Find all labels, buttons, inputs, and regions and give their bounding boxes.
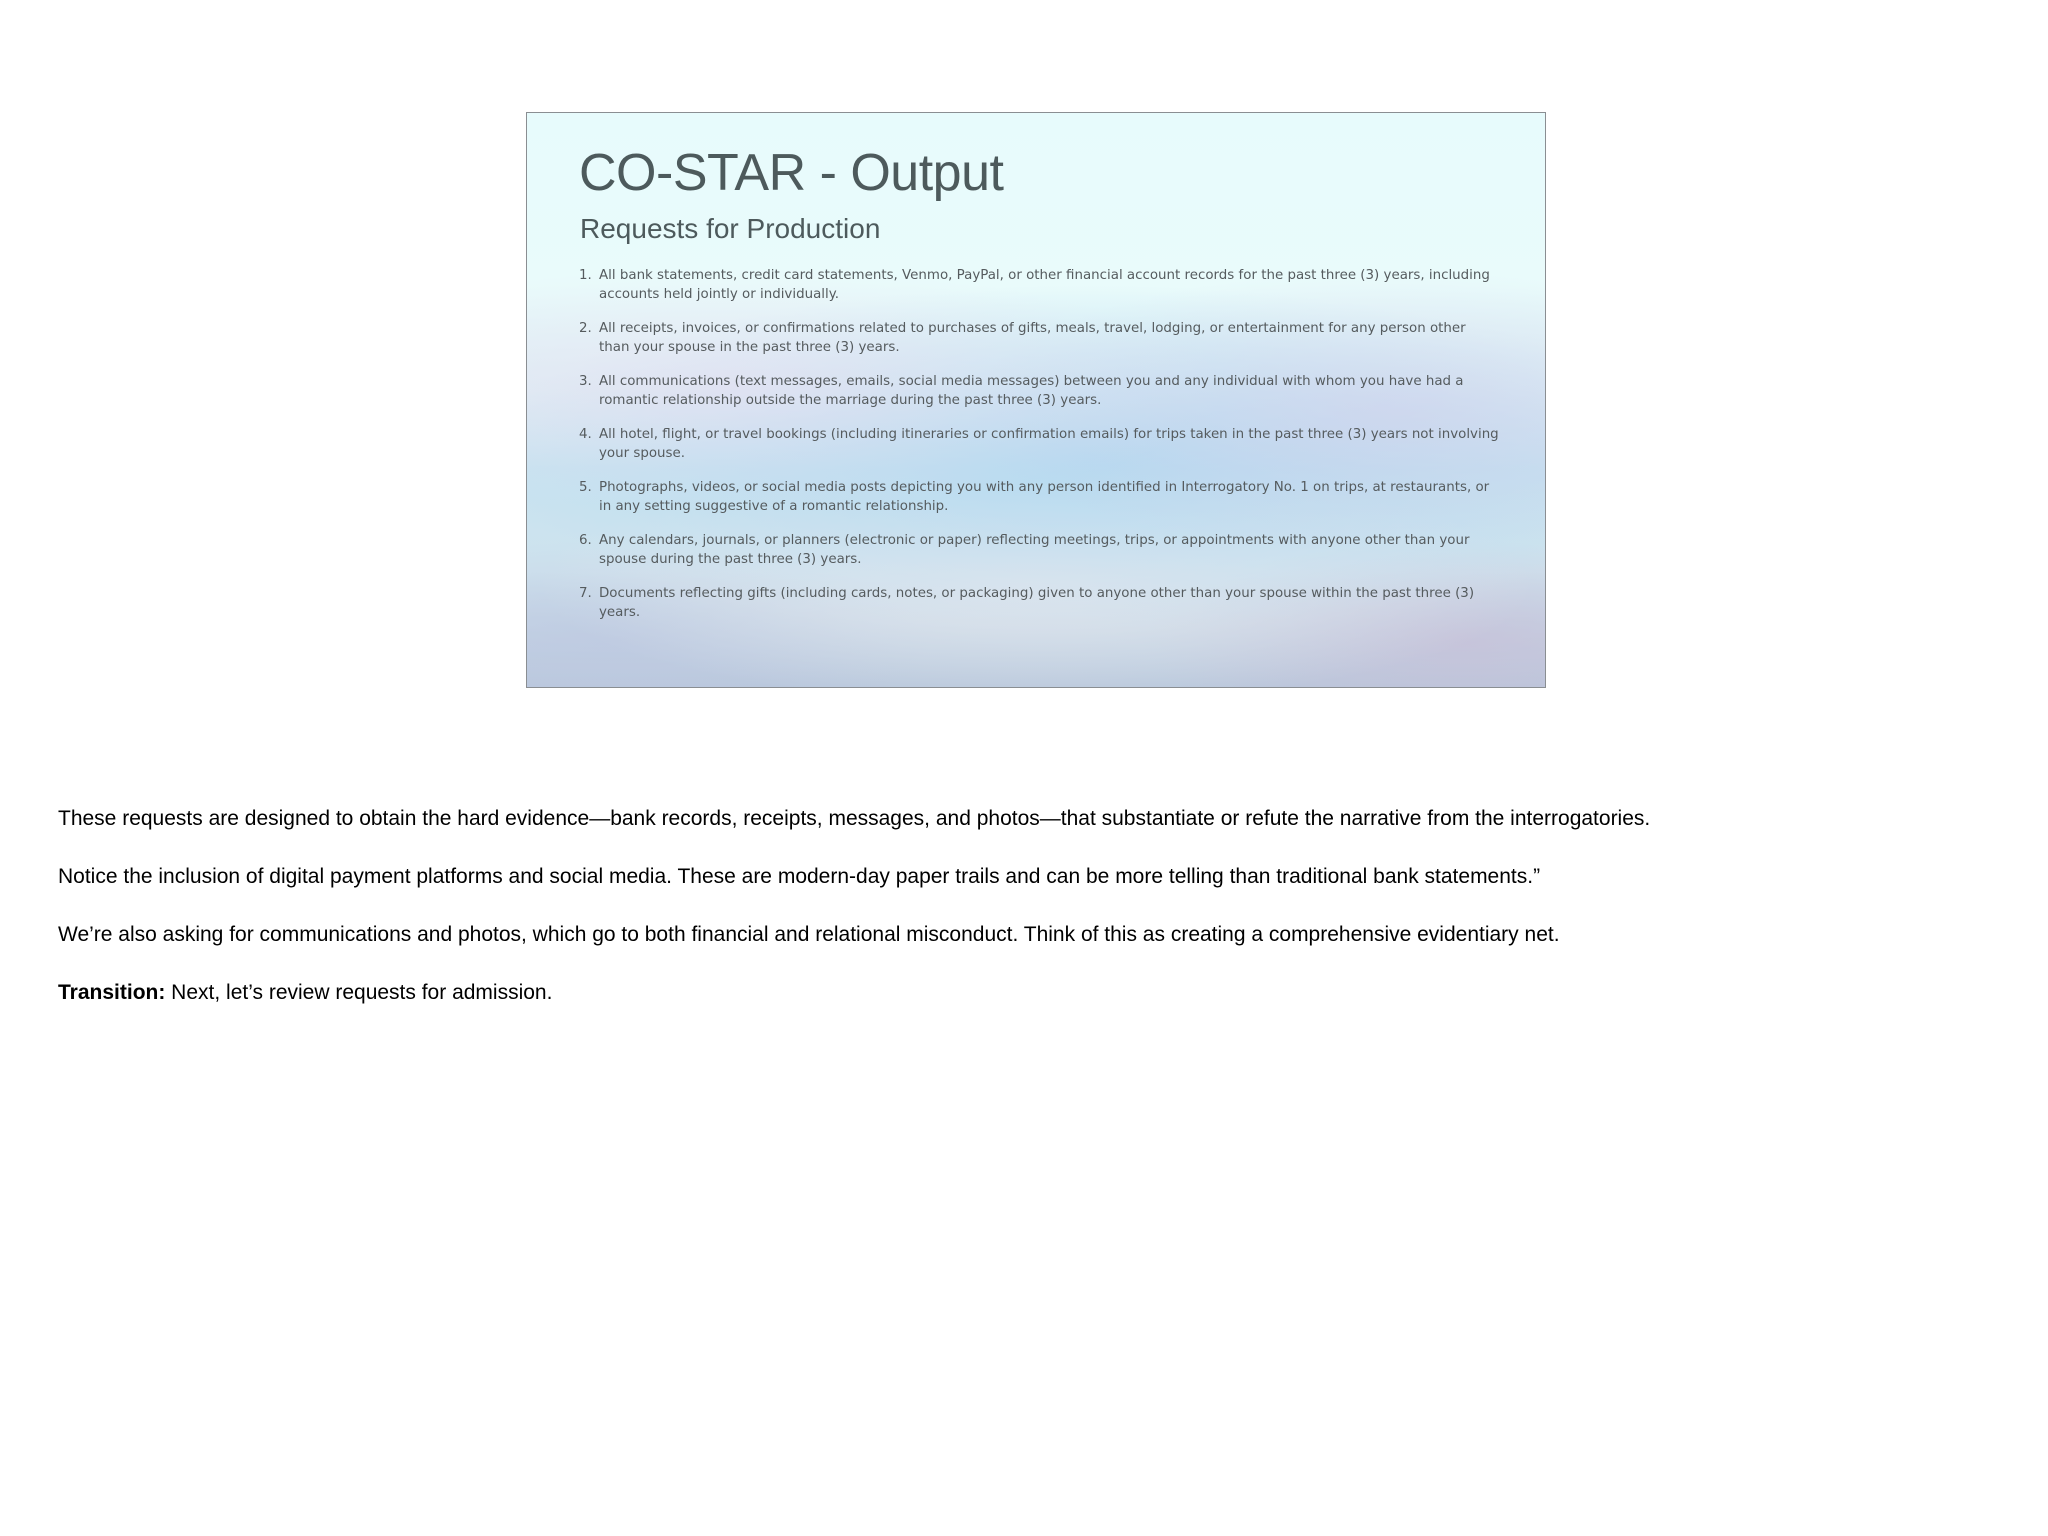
- request-item: [579, 584, 1499, 622]
- request-text: Photographs, videos, or social media posts depicting you with any person identified in Interrogatory No. 1 on trips, at restaurants, or in any setting suggestive of a romantic relationship.: [599, 480, 1490, 514]
- request-number: 4.: [579, 427, 592, 442]
- speaker-notes: [58, 808, 1958, 1040]
- request-item: [579, 478, 1499, 516]
- request-number: 2.: [579, 321, 592, 336]
- transition-text: Next, let’s review requests for admission.: [165, 981, 553, 1004]
- request-number: 6.: [579, 533, 592, 548]
- request-text: All communications (text messages, emails, social media messages) between you and any individual with whom you have had a romantic relationship outside the marriage during the past three (3) years.: [599, 374, 1464, 408]
- notes-transition: [58, 982, 1958, 1004]
- slide-subtitle: Requests for Production: [580, 213, 881, 244]
- request-text: All bank statements, credit card statements, Venmo, PayPal, or other financial account records for the past three (3) years, including accounts held jointly or individually.: [599, 268, 1490, 302]
- request-item: [579, 531, 1499, 569]
- notes-paragraph: Notice the inclusion of digital payment platforms and social media. These are modern-day paper trails and can be more telling than traditional bank statements.”: [58, 865, 1541, 888]
- notes-paragraph: These requests are designed to obtain the hard evidence—bank records, receipts, messages, and photos—that substantiate or refute the narrative from the interrogatories.: [58, 807, 1651, 830]
- request-number: 1.: [579, 268, 592, 283]
- requests-list: [579, 266, 1499, 637]
- request-text: All receipts, invoices, or confirmations related to purchases of gifts, meals, travel, lodging, or entertainment for any person other than your spouse in the past three (3) years.: [599, 321, 1466, 355]
- request-item: [579, 372, 1499, 410]
- slide-title: CO-STAR - Output: [579, 144, 1004, 202]
- slide-thumbnail[interactable]: [526, 112, 1546, 688]
- transition-label: Transition:: [58, 981, 166, 1004]
- request-number: 5.: [579, 480, 592, 495]
- request-text: Any calendars, journals, or planners (electronic or paper) reflecting meetings, trips, or appointments with anyone other than your spouse during the past three (3) years.: [599, 533, 1470, 567]
- notes-paragraph: We’re also asking for communications and photos, which go to both financial and relational misconduct. Think of this as creating a comprehensive evidentiary net.: [58, 923, 1560, 946]
- request-number: 3.: [579, 374, 592, 389]
- request-number: 7.: [579, 586, 592, 601]
- request-item: [579, 319, 1499, 357]
- request-item: [579, 425, 1499, 463]
- request-text: All hotel, flight, or travel bookings (including itineraries or confirmation emails) for trips taken in the past three (3) years not involving your spouse.: [599, 427, 1499, 461]
- request-item: [579, 266, 1499, 304]
- request-text: Documents reflecting gifts (including cards, notes, or packaging) given to anyone other than your spouse within the past three (3) years.: [599, 586, 1475, 620]
